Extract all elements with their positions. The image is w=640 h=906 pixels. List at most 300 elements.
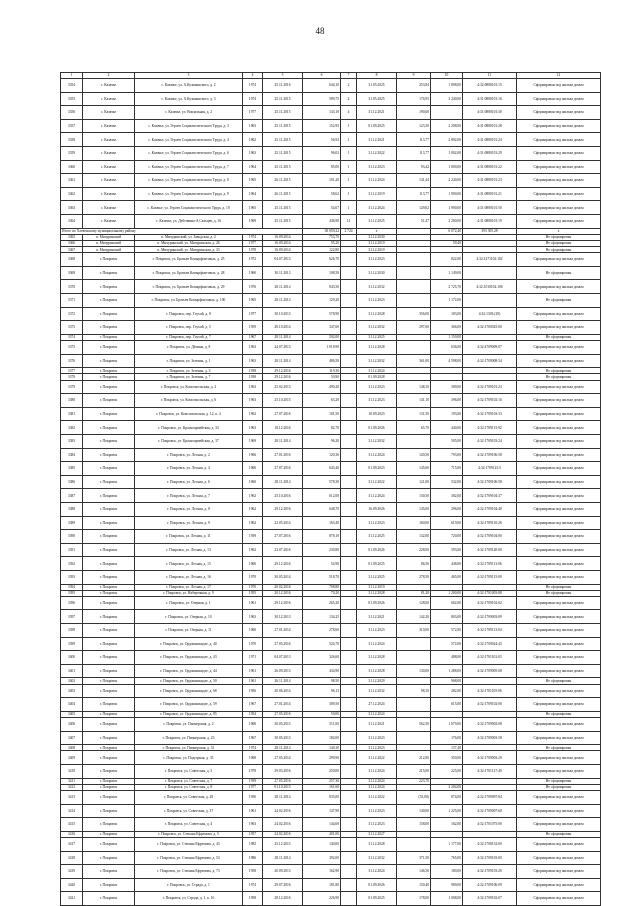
cell-settlement: п. Мичуринский bbox=[83, 234, 135, 240]
cell-land-area: 1 177,00 bbox=[431, 837, 463, 851]
cell-land-status: Не сформирован bbox=[517, 745, 601, 751]
cell-cadastral-number: 4:32:1701105:06 bbox=[463, 684, 517, 698]
cell-row-number: 3382 bbox=[61, 421, 83, 435]
cell-deadline: 31.12.2032 bbox=[357, 280, 397, 294]
cell-residents bbox=[341, 307, 357, 321]
cell-cadastral-number: 4:32:1709003:58 bbox=[463, 731, 517, 745]
cell-date: 29.03.2016 bbox=[263, 764, 303, 778]
cell-deadline: 31.12.2019 bbox=[357, 247, 397, 253]
cell-address: г. Покровск, ул. Лесная, д. 6 bbox=[135, 475, 243, 489]
cell-deadline: 31.12.2023 bbox=[357, 160, 397, 174]
cell-residents: 1 bbox=[341, 174, 357, 188]
cell-date: 16.09.2014 bbox=[263, 240, 303, 246]
cell-date: 29.12.2016 bbox=[263, 374, 303, 380]
cell-land-status: Сформирован под жилым домом bbox=[517, 341, 601, 355]
cell-area-2 bbox=[397, 637, 431, 651]
cell-date: 28.11.2014 bbox=[263, 354, 303, 368]
cell-land-area: 1 002,00 bbox=[431, 146, 463, 160]
cell-land-area: 602,00 bbox=[431, 596, 463, 610]
cell-land-area: 1 150,00 bbox=[431, 334, 463, 340]
cell-residents bbox=[341, 790, 357, 804]
cell-date: 20.02.2016 bbox=[263, 584, 303, 590]
cell-settlement: г. Покровск bbox=[83, 731, 135, 745]
cell-deadline: 31.12.2024 bbox=[357, 784, 397, 790]
cell-area: 50,90 bbox=[303, 374, 341, 380]
cell-year-built: 1967 bbox=[243, 731, 263, 745]
cell-date: 25.11.2015 bbox=[263, 106, 303, 120]
cell-deadline: 31.12.2023 bbox=[357, 253, 397, 267]
cell-row-number: 3385 bbox=[61, 462, 83, 476]
cell-date: 25.11.2015 bbox=[263, 146, 303, 160]
cell-date: 20.09.2013 bbox=[263, 865, 303, 879]
cell-cadastral-number: 4:32:1709106:09 bbox=[463, 878, 517, 892]
cell-residents bbox=[341, 610, 357, 624]
cell-area: 643,40 bbox=[303, 462, 341, 476]
cell-residents bbox=[341, 516, 357, 530]
table-row bbox=[61, 448, 601, 462]
cell-row-number: 3398 bbox=[61, 624, 83, 638]
cell-land-area: 225,00 bbox=[431, 764, 463, 778]
cell-residents bbox=[341, 462, 357, 476]
table-row bbox=[61, 865, 601, 879]
cell-residents bbox=[341, 341, 357, 355]
cell-area: 143,10 bbox=[303, 106, 341, 120]
column-header-7: 7 bbox=[341, 73, 357, 79]
cell-address: г. Покровск, ул. Советская, д. 7 bbox=[135, 778, 243, 784]
cell-land-status: Сформирован под жилым домом bbox=[517, 119, 601, 133]
cell-address: г. Покровск, ул. Орджоникидзе, д. 40 bbox=[135, 637, 243, 651]
cell-land-area: 572,00 bbox=[431, 624, 463, 638]
cell-area: 434,90 bbox=[303, 664, 341, 678]
cell-year-built: 1977 bbox=[243, 106, 263, 120]
cell-year-built: 1976 bbox=[243, 280, 263, 294]
cell-land-status: Сформирован под жилым домом bbox=[517, 462, 601, 476]
cell-settlement: г. Покровск bbox=[83, 745, 135, 751]
cell-address: г. Покровск, ул. Зеленая, д. 1 bbox=[135, 354, 243, 368]
cell-year-built: 1974 bbox=[243, 234, 263, 240]
housing-table bbox=[60, 72, 601, 906]
cell-settlement: п. Мичуринский bbox=[83, 247, 135, 253]
cell-year-built: 1974 bbox=[243, 745, 263, 751]
cell-deadline: 31.12.2024 bbox=[357, 201, 397, 215]
table-row bbox=[61, 214, 601, 228]
cell-land-status: Не сформирован bbox=[517, 678, 601, 684]
cell-deadline: 27.12.2024 bbox=[357, 698, 397, 712]
cell-address: г. Покровск, ул. Орджоникидзе, д. 44 bbox=[135, 664, 243, 678]
cell-row-number: 3357 bbox=[61, 119, 83, 133]
cell-area: 101,20 bbox=[303, 174, 341, 188]
cell-year-built: 1966 bbox=[243, 448, 263, 462]
cell-deadline: 31.12.2030 bbox=[357, 234, 397, 240]
cell-area-2: 130,50 bbox=[397, 489, 431, 503]
cell-address: г. Покровск, ул. Красноармейская, д. 33 bbox=[135, 421, 243, 435]
cell-row-number: 3366 bbox=[61, 240, 83, 246]
cell-year-built: 1972 bbox=[243, 253, 263, 267]
cell-area-2: 223,70 bbox=[397, 778, 431, 784]
cell-year-built: 1961 bbox=[243, 664, 263, 678]
cell-residents: 1 bbox=[341, 201, 357, 215]
column-header-2: 2 bbox=[83, 73, 135, 79]
cell-area-2: 146,50 bbox=[397, 865, 431, 879]
cell-address: г. Покровск, ул. Степана Ефремова, д. 53 bbox=[135, 851, 243, 865]
table-row bbox=[61, 354, 601, 368]
cell-land-area: 183,00 bbox=[431, 307, 463, 321]
cell-row-number: 3377 bbox=[61, 368, 83, 374]
cell-row-number: 3368 bbox=[61, 253, 83, 267]
cell-year-built: 1954 bbox=[243, 711, 263, 717]
cell-land-area: 619,00 bbox=[431, 516, 463, 530]
cell-land-area: 803,00 bbox=[431, 610, 463, 624]
cell-deadline: 01.09.2026 bbox=[357, 543, 397, 557]
cell-address: г. Покровск, ул. Лесная, д. 13 bbox=[135, 543, 243, 557]
cell-year-built: 1963 bbox=[243, 119, 263, 133]
cell-settlement: г. Покровск bbox=[83, 543, 135, 557]
cell-land-area: 488,00 bbox=[431, 651, 463, 665]
cell-land-status: Сформирован под жилым домом bbox=[517, 421, 601, 435]
cell-address: г. Покровск, ул. Орджоникидзе, д. 85 bbox=[135, 711, 243, 717]
cell-year-built: 1963 bbox=[243, 354, 263, 368]
cell-land-area: 1 225,00 bbox=[431, 804, 463, 818]
cell-deadline: 31.12.2023 bbox=[357, 624, 397, 638]
cell-cadastral-number: 4:32:1709003:29 bbox=[463, 751, 517, 765]
cell-area-2: 297,00 bbox=[397, 321, 431, 335]
cell-settlement: г. Покровск bbox=[83, 516, 135, 530]
cell-address: с. Казачье, ул. Героев Социалистического Труда, д. 3 bbox=[135, 119, 243, 133]
cell-date: 24.07.2013 bbox=[263, 341, 303, 355]
total-cadastral-number: 393 305,28 bbox=[463, 228, 517, 234]
cell-land-status: Сформирован под жилым домом bbox=[517, 394, 601, 408]
cell-date: 25.11.2015 bbox=[263, 119, 303, 133]
table-row bbox=[61, 731, 601, 745]
cell-address: г. Покровск, ул. Советская, д. 5 bbox=[135, 764, 243, 778]
cell-area: 85,00 bbox=[303, 160, 341, 174]
cell-area: 835,00 bbox=[303, 790, 341, 804]
cell-land-status: Сформирован под жилым домом bbox=[517, 731, 601, 745]
cell-date: 25.10.2015 bbox=[263, 394, 303, 408]
total-land-area: 6 072,40 bbox=[431, 228, 463, 234]
cell-row-number: 3367 bbox=[61, 247, 83, 253]
cell-area-2: 86,50 bbox=[397, 557, 431, 571]
cell-deadline: 31.12.2023 bbox=[357, 818, 397, 832]
cell-land-status: Сформирован под жилым домом bbox=[517, 174, 601, 188]
cell-settlement: г. Покровск bbox=[83, 651, 135, 665]
cell-land-area: 162,00 bbox=[431, 818, 463, 832]
cell-cadastral-number: 4:31:0880101:28 bbox=[463, 119, 517, 133]
cell-address: г. Покровск, ул. Орджоникидзе, д. 50 bbox=[135, 678, 243, 684]
cell-area: 101,50 bbox=[303, 407, 341, 421]
cell-date: 27.05.2016 bbox=[263, 711, 303, 717]
total-land-status: х bbox=[517, 228, 601, 234]
cell-year-built: 1939 bbox=[243, 778, 263, 784]
cell-settlement: г. Покровск bbox=[83, 584, 135, 590]
cell-area-2: 140,00 bbox=[397, 804, 431, 818]
cell-year-built: 1962 bbox=[243, 516, 263, 530]
cell-area-2 bbox=[397, 434, 431, 448]
cell-deadline: 31.12.2024 bbox=[357, 174, 397, 188]
cell-residents bbox=[341, 448, 357, 462]
cell-year-built: 1970 bbox=[243, 584, 263, 590]
cell-area: 163,40 bbox=[303, 516, 341, 530]
cell-land-status: Сформирован под жилым домом bbox=[517, 516, 601, 530]
cell-deadline: 31.12.2021 bbox=[357, 106, 397, 120]
cell-year-built: 1967 bbox=[243, 698, 263, 712]
cell-row-number: 3397 bbox=[61, 610, 83, 624]
table-row bbox=[61, 253, 601, 267]
cell-settlement: п. Мичуринский bbox=[83, 240, 135, 246]
cell-settlement: г. Покровск bbox=[83, 462, 135, 476]
cell-address: с. Казачье, ул. Героев Социалистического Труда, д. 4 bbox=[135, 133, 243, 147]
cell-year-built: 1977 bbox=[243, 307, 263, 321]
cell-settlement: г. Покровск bbox=[83, 831, 135, 837]
cell-area-2: 176,95 bbox=[397, 92, 431, 106]
cell-row-number: 3373 bbox=[61, 321, 83, 335]
table-row bbox=[61, 280, 601, 294]
cell-residents bbox=[341, 684, 357, 698]
cell-year-built: 1959 bbox=[243, 321, 263, 335]
cell-address: г. Покровск, ул. Лесная, д. 16 bbox=[135, 570, 243, 584]
cell-date: 25.11.2015 bbox=[263, 201, 303, 215]
cell-area: 265,20 bbox=[303, 596, 341, 610]
cell-row-number: 3355 bbox=[61, 92, 83, 106]
cell-land-area: 137,40 bbox=[431, 745, 463, 751]
cell-residents bbox=[341, 637, 357, 651]
cell-deadline: 31.12.2023 bbox=[357, 745, 397, 751]
cell-land-area: 180,00 bbox=[431, 865, 463, 879]
table-row bbox=[61, 837, 601, 851]
cell-area: 63,20 bbox=[303, 394, 341, 408]
cell-residents bbox=[341, 818, 357, 832]
cell-settlement: г. Покровск bbox=[83, 475, 135, 489]
cell-cadastral-number: 4:32:1700025:00 bbox=[463, 321, 517, 335]
cell-area: 147,90 bbox=[303, 804, 341, 818]
cell-date: 27.05.2014 bbox=[263, 751, 303, 765]
cell-cadastral-number: 4:32:1709103:00 bbox=[463, 851, 517, 865]
cell-row-number: 3365 bbox=[61, 234, 83, 240]
cell-area-2 bbox=[397, 837, 431, 851]
cell-year-built: 1969 bbox=[243, 434, 263, 448]
cell-area-2: 81,20 bbox=[397, 590, 431, 596]
cell-area-2: 113,77 bbox=[397, 133, 431, 147]
cell-area: 257,30 bbox=[303, 778, 341, 784]
cell-land-area: 2 892,00 bbox=[431, 133, 463, 147]
cell-year-built: 1938 bbox=[243, 374, 263, 380]
table-row bbox=[61, 475, 601, 489]
cell-cadastral-number: 4:32:1709115:00 bbox=[463, 570, 517, 584]
cell-deadline: 31.12.2023 bbox=[357, 516, 397, 530]
cell-land-status: Сформирован под жилым домом bbox=[517, 851, 601, 865]
cell-cadastral-number: 4:31:0880101:16 bbox=[463, 92, 517, 106]
cell-date: 24.02.2016 bbox=[263, 831, 303, 837]
table-row bbox=[61, 187, 601, 201]
cell-year-built: 1956 bbox=[243, 684, 263, 698]
cell-residents bbox=[341, 837, 357, 851]
cell-area: 843,50 bbox=[303, 280, 341, 294]
cell-year-built: 1971 bbox=[243, 651, 263, 665]
cell-cadastral-number: 4:31:0880101:22 bbox=[463, 160, 517, 174]
cell-cadastral-number: 4:32:1709003:09 bbox=[463, 610, 517, 624]
cell-land-status: Сформирован под жилым домом bbox=[517, 790, 601, 804]
cell-land-status: Не сформирован bbox=[517, 240, 601, 246]
cell-area: 96,15 bbox=[303, 684, 341, 698]
cell-address: с. Казачье, ул. А.Кузьминского, д. 2 bbox=[135, 79, 243, 93]
cell-row-number: 3396 bbox=[61, 596, 83, 610]
cell-land-area: 793,00 bbox=[431, 448, 463, 462]
cell-area-2 bbox=[397, 651, 431, 665]
cell-residents bbox=[341, 253, 357, 267]
cell-row-number: 3372 bbox=[61, 307, 83, 321]
cell-date: 25.11.2015 bbox=[263, 92, 303, 106]
cell-address: г. Покровск, ул. Набережная, д. 9 bbox=[135, 590, 243, 596]
cell-row-number: 3384 bbox=[61, 448, 83, 462]
cell-address: п. Мичуринский, ул. Заводская, д. 2 bbox=[135, 234, 243, 240]
cell-year-built: 1958 bbox=[243, 892, 263, 906]
table-row bbox=[61, 294, 601, 308]
cell-year-built: 1978 bbox=[243, 247, 263, 253]
cell-deadline: 01.09.2025 bbox=[357, 557, 397, 571]
cell-deadline: 31.12.2028 bbox=[357, 307, 397, 321]
cell-year-built: 1963 bbox=[243, 421, 263, 435]
cell-deadline: 31.12.2023 bbox=[357, 804, 397, 818]
table-row bbox=[61, 610, 601, 624]
cell-area: 161,60 bbox=[303, 784, 341, 790]
cell-row-number: 3381 bbox=[61, 407, 83, 421]
cell-deadline: 31.12.2023 bbox=[357, 731, 397, 745]
cell-residents: 1 bbox=[341, 187, 357, 201]
cell-area-2: 130,00 bbox=[397, 664, 431, 678]
cell-cadastral-number: 4:32:1709110:26 bbox=[463, 516, 517, 530]
cell-address: г. Покровск, ул. Озерная, д. 11 bbox=[135, 624, 243, 638]
cell-settlement: с. Казачье bbox=[83, 214, 135, 228]
cell-address: г. Покровск, ул. Братьев Копырфонтовых, д. 25 bbox=[135, 253, 243, 267]
cell-settlement: г. Покровск bbox=[83, 434, 135, 448]
cell-row-number: 3379 bbox=[61, 380, 83, 394]
cell-land-area: 505,00 bbox=[431, 434, 463, 448]
cell-date: 01.10.2015 bbox=[263, 784, 303, 790]
cell-settlement: г. Покровск bbox=[83, 380, 135, 394]
cell-cadastral-number: 4:31:0880101:29 bbox=[463, 146, 517, 160]
cell-land-area: 1 900,00 bbox=[431, 187, 463, 201]
cell-land-area: 715,00 bbox=[431, 462, 463, 476]
cell-address: г. Покровск, ул. Лесная, д. 17 bbox=[135, 584, 243, 590]
cell-land-area: 1 288,00 bbox=[431, 664, 463, 678]
cell-area-2: 120,50 bbox=[397, 448, 431, 462]
cell-year-built: 1962 bbox=[243, 489, 263, 503]
cell-area-2: 145,60 bbox=[397, 462, 431, 476]
cell-land-status: Сформирован под жилым домом bbox=[517, 570, 601, 584]
table-row bbox=[61, 394, 601, 408]
cell-settlement: г. Покровск bbox=[83, 878, 135, 892]
cell-cadastral-number: 4:32:1709103:33 bbox=[463, 407, 517, 421]
cell-deadline: 31.12.2024 bbox=[357, 448, 397, 462]
cell-row-number: 3417 bbox=[61, 837, 83, 851]
cell-date: 25.11.2015 bbox=[263, 160, 303, 174]
cell-cadastral-number: 4:31:0880101:19 bbox=[463, 214, 517, 228]
cell-area: 878,10 bbox=[303, 530, 341, 544]
cell-deadline: 31.12.2027 bbox=[357, 831, 397, 837]
cell-date: 23.07.2016 bbox=[263, 543, 303, 557]
cell-land-area: 2 200,00 bbox=[431, 214, 463, 228]
cell-year-built: 1986 bbox=[243, 851, 263, 865]
cell-date: 20.12.2016 bbox=[263, 590, 303, 596]
cell-area: 708,80 bbox=[303, 584, 341, 590]
cell-residents bbox=[341, 294, 357, 308]
cell-deadline: 31.05.2025 bbox=[357, 79, 397, 93]
cell-land-status: Сформирован под жилым домом bbox=[517, 624, 601, 638]
cell-area: 182,00 bbox=[303, 731, 341, 745]
cell-residents bbox=[341, 407, 357, 421]
table-row bbox=[61, 851, 601, 865]
cell-land-area: 2 204,00 bbox=[431, 784, 463, 790]
table-row bbox=[61, 698, 601, 712]
cell-deadline: 31.12.2028 bbox=[357, 590, 397, 596]
cell-area: 108,50 bbox=[303, 266, 341, 280]
table-row bbox=[61, 543, 601, 557]
cell-land-area: 309,00 bbox=[431, 380, 463, 394]
cell-row-number: 3360 bbox=[61, 160, 83, 174]
cell-cadastral-number: 4:32:4709009:07 bbox=[463, 341, 517, 355]
cell-land-area: 765,00 bbox=[431, 851, 463, 865]
cell-settlement: г. Покровск bbox=[83, 764, 135, 778]
table-row bbox=[61, 79, 601, 93]
cell-area: 392,00 bbox=[303, 851, 341, 865]
cell-date: 24.02.2016 bbox=[263, 804, 303, 818]
cell-residents bbox=[341, 892, 357, 906]
cell-land-status: Не сформирован bbox=[517, 374, 601, 380]
cell-area-2: 178,00 bbox=[397, 892, 431, 906]
cell-row-number: 3383 bbox=[61, 434, 83, 448]
cell-area: 70,20 bbox=[303, 590, 341, 596]
column-header-3: 3 bbox=[135, 73, 243, 79]
cell-deadline: 31.12.2028 bbox=[357, 837, 397, 851]
cell-year-built: 1962 bbox=[243, 502, 263, 516]
cell-area-2 bbox=[397, 266, 431, 280]
cell-address: г. Покровск, ул. Зеленая, д. 3 bbox=[135, 368, 243, 374]
cell-land-status: Не сформирован bbox=[517, 234, 601, 240]
cell-deadline: 31.12.2025 bbox=[357, 334, 397, 340]
cell-row-number: 3407 bbox=[61, 731, 83, 745]
cell-row-number: 3371 bbox=[61, 294, 83, 308]
cell-row-number: 3359 bbox=[61, 146, 83, 160]
cell-land-status: Сформирован под жилым домом bbox=[517, 321, 601, 335]
cell-area: 134,25 bbox=[303, 610, 341, 624]
cell-row-number: 3394 bbox=[61, 584, 83, 590]
cell-land-status: Сформирован под жилым домом bbox=[517, 146, 601, 160]
cell-deadline: 31.12.2024 bbox=[357, 865, 397, 879]
cell-settlement: с. Казачье bbox=[83, 201, 135, 215]
cell-residents bbox=[341, 851, 357, 865]
cell-settlement: г. Покровск bbox=[83, 334, 135, 340]
cell-residents bbox=[341, 804, 357, 818]
cell-cadastral-number: 4:32:1709104:37 bbox=[463, 489, 517, 503]
table-row bbox=[61, 119, 601, 133]
cell-address: г. Покровск, пер. Глухой, д. 5 bbox=[135, 321, 243, 335]
cell-address: п. Мичуринский, ул. Мичуринская, д. 26 bbox=[135, 240, 243, 246]
cell-address: г. Покровск, ул. Подгорная, д. 35 bbox=[135, 751, 243, 765]
cell-land-status: Не сформирован bbox=[517, 584, 601, 590]
cell-residents bbox=[341, 543, 357, 557]
cell-deadline: 31.12.2024 bbox=[357, 489, 397, 503]
cell-area: 56,92 bbox=[303, 133, 341, 147]
cell-deadline: 31.12.2032 bbox=[357, 354, 397, 368]
cell-land-status: Сформирован под жилым домом bbox=[517, 751, 601, 765]
cell-area-2: 123,30 bbox=[397, 119, 431, 133]
cell-cadastral-number: 4:32:1709005:08 bbox=[463, 664, 517, 678]
cell-area-2: 160,00 bbox=[397, 516, 431, 530]
cell-settlement: г. Покровск bbox=[83, 421, 135, 435]
cell-cadastral-number: 4:32:1709007:60 bbox=[463, 804, 517, 818]
cell-deadline: 31.12.2028 bbox=[357, 664, 397, 678]
table-row bbox=[61, 516, 601, 530]
